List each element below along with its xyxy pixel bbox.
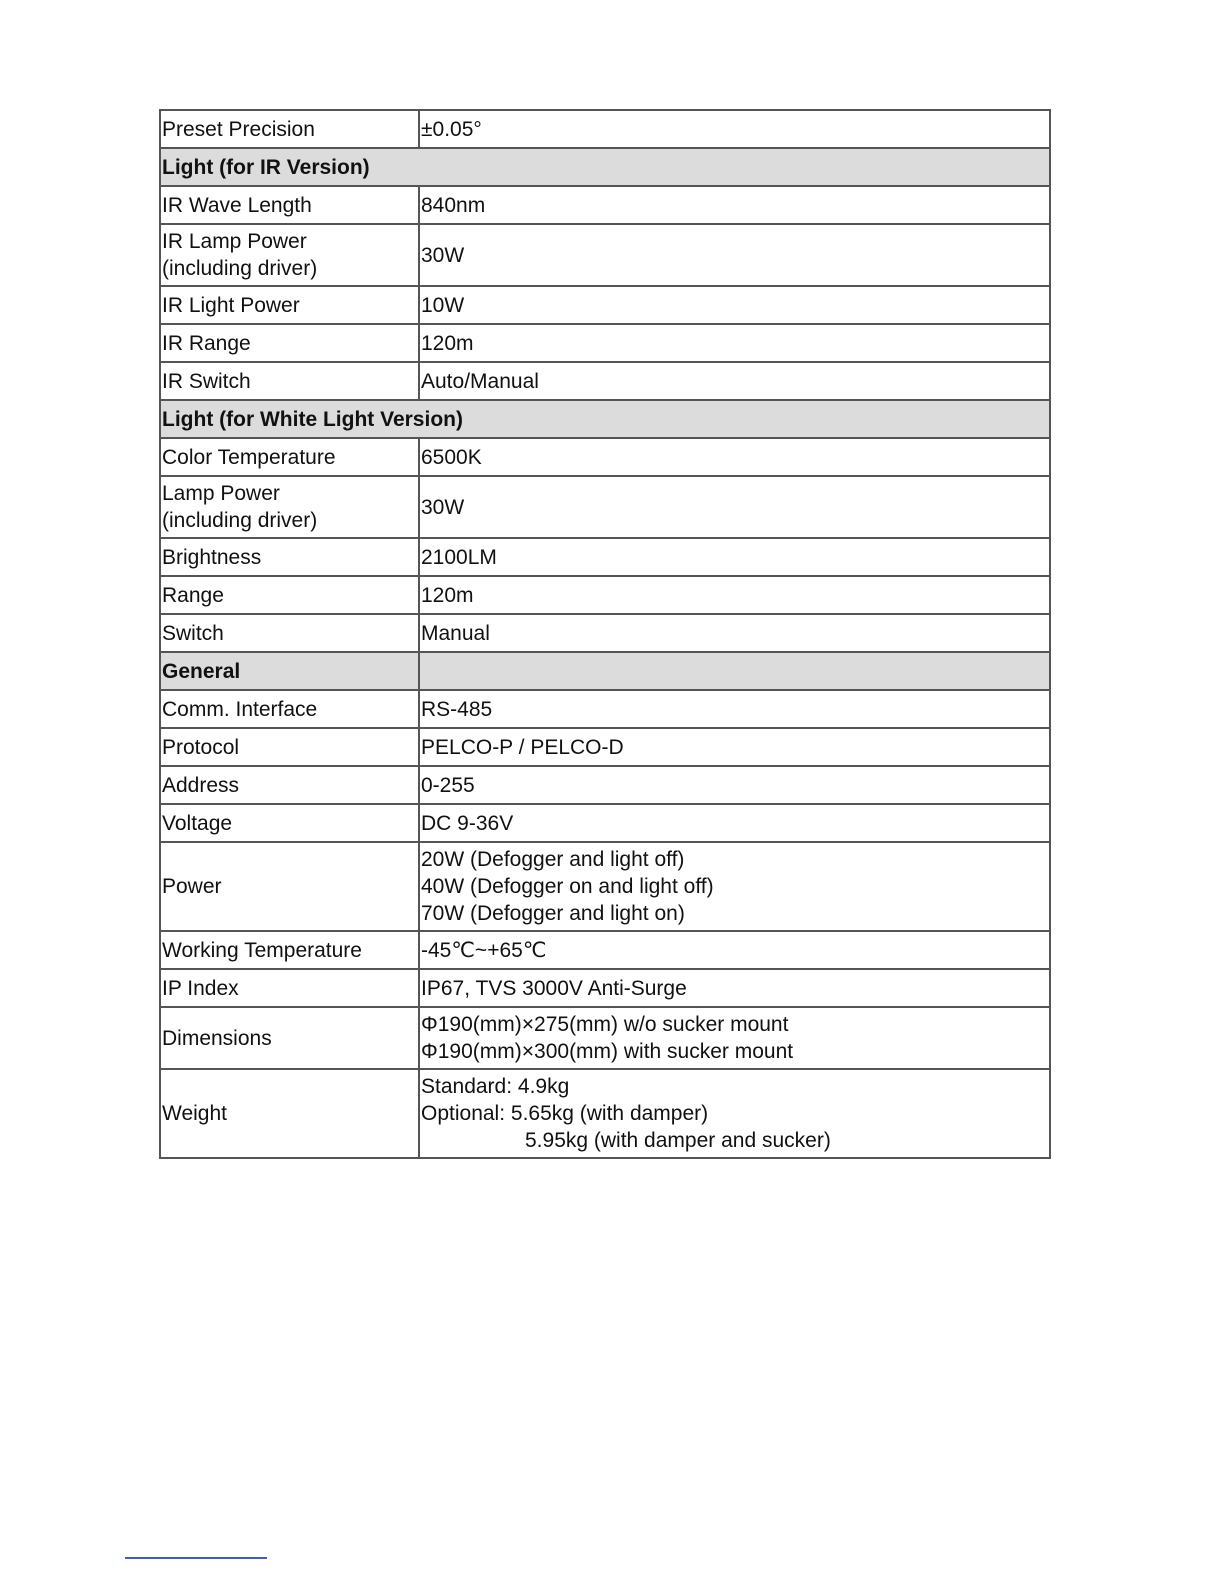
spec-row	[160, 224, 1050, 286]
spec-value: IP67, TVS 3000V Anti-Surge	[419, 969, 1050, 1007]
spec-row	[160, 842, 1050, 931]
spec-label: Power	[160, 842, 419, 931]
spec-label: Protocol	[160, 728, 419, 766]
spec-value: 30W	[419, 476, 1050, 538]
spec-value	[419, 1069, 1050, 1158]
spec-label: IR Wave Length	[160, 186, 419, 224]
spec-table	[159, 109, 1051, 1159]
spec-label: Lamp Power (including driver)	[160, 476, 419, 538]
spec-row	[160, 110, 1050, 148]
spec-value: 20W (Defogger and light off) 40W (Defogger on and light off) 70W (Defogger and light on)	[419, 842, 1050, 931]
spec-value: Auto/Manual	[419, 362, 1050, 400]
spec-label: Brightness	[160, 538, 419, 576]
spec-row	[160, 931, 1050, 969]
weight-value-line: Optional: 5.65kg (with damper)	[421, 1102, 709, 1125]
spec-row	[160, 728, 1050, 766]
spec-table-body	[160, 110, 1050, 1158]
spec-row	[160, 690, 1050, 728]
spec-row	[160, 476, 1050, 538]
section-header-label: Light (for White Light Version)	[160, 400, 1050, 438]
spec-value: 120m	[419, 324, 1050, 362]
spec-label: Switch	[160, 614, 419, 652]
spec-row	[160, 1007, 1050, 1069]
spec-row	[160, 286, 1050, 324]
spec-label: IR Switch	[160, 362, 419, 400]
spec-label: Weight	[160, 1069, 419, 1158]
spec-label: IR Lamp Power (including driver)	[160, 224, 419, 286]
spec-value: 6500K	[419, 438, 1050, 476]
spec-row	[160, 1069, 1050, 1158]
spec-row	[160, 969, 1050, 1007]
spec-row	[160, 614, 1050, 652]
spec-value: Manual	[419, 614, 1050, 652]
spec-value: -45℃~+65℃	[419, 931, 1050, 969]
spec-row	[160, 438, 1050, 476]
spec-label: Preset Precision	[160, 110, 419, 148]
section-header-row	[160, 400, 1050, 438]
spec-value: 2100LM	[419, 538, 1050, 576]
weight-value-line: 5.95kg (with damper and sucker)	[525, 1129, 831, 1152]
spec-label: Voltage	[160, 804, 419, 842]
spec-value: DC 9-36V	[419, 804, 1050, 842]
spec-label: Comm. Interface	[160, 690, 419, 728]
spec-row	[160, 576, 1050, 614]
section-header-row	[160, 148, 1050, 186]
spec-label: Dimensions	[160, 1007, 419, 1069]
weight-value-line: Standard: 4.9kg	[421, 1075, 570, 1098]
spec-value: 120m	[419, 576, 1050, 614]
spec-value: Φ190(mm)×275(mm) w/o sucker mount Φ190(mm)×300(mm) with sucker mount	[419, 1007, 1050, 1069]
spec-label: IR Light Power	[160, 286, 419, 324]
spec-row	[160, 186, 1050, 224]
spec-label: Address	[160, 766, 419, 804]
spec-row	[160, 324, 1050, 362]
spec-row	[160, 538, 1050, 576]
spec-label: IR Range	[160, 324, 419, 362]
spec-label: IP Index	[160, 969, 419, 1007]
spec-label: Working Temperature	[160, 931, 419, 969]
section-header-row	[160, 652, 1050, 690]
spec-row	[160, 804, 1050, 842]
spec-value: 0-255	[419, 766, 1050, 804]
section-header-value	[419, 652, 1050, 690]
spec-label: Color Temperature	[160, 438, 419, 476]
spec-value: RS-485	[419, 690, 1050, 728]
spec-value: PELCO-P / PELCO-D	[419, 728, 1050, 766]
spec-value: 840nm	[419, 186, 1050, 224]
spec-row	[160, 766, 1050, 804]
spec-row	[160, 362, 1050, 400]
section-header-label: Light (for IR Version)	[160, 148, 1050, 186]
footnote-divider	[125, 1557, 267, 1559]
spec-value: 10W	[419, 286, 1050, 324]
spec-value: 30W	[419, 224, 1050, 286]
spec-label: Range	[160, 576, 419, 614]
spec-value: ±0.05°	[419, 110, 1050, 148]
section-header-label: General	[160, 652, 419, 690]
